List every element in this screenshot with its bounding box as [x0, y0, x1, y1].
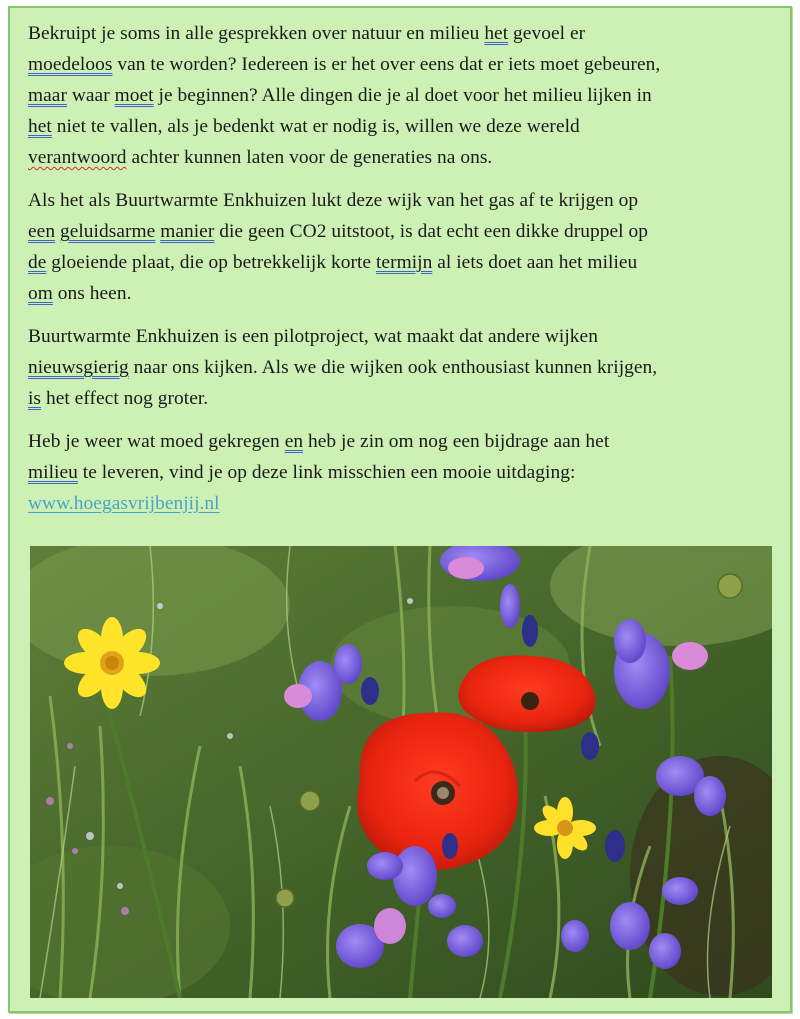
grammar-marked-word: maar	[28, 85, 67, 106]
paragraph	[28, 426, 780, 519]
grammar-marked-word: de	[28, 252, 47, 273]
grammar-marked-word: nieuwsgierig	[28, 357, 129, 378]
text-run: Bekruipt je soms in alle gesprekken over natuur en milieu	[28, 23, 485, 44]
text-run: heb je zin om nog een bijdrage aan het	[303, 431, 610, 452]
text-run: het effect nog groter.	[41, 388, 209, 409]
text-run: je beginnen? Alle dingen die je al doet voor het milieu lijken in	[153, 85, 652, 106]
text-run: Buurtwarmte Enkhuizen is een pilotproject, wat maakt dat andere wijken	[28, 326, 598, 347]
grammar-marked-word: en	[284, 431, 304, 452]
grammar-marked-word: milieu	[28, 462, 78, 483]
grammar-marked-word: om	[28, 283, 53, 304]
text-run: gloeiende plaat, die op betrekkelijk korte	[46, 252, 376, 273]
text-run: achter kunnen laten voor de generaties na ons.	[126, 147, 493, 168]
text-run: ons heen.	[52, 283, 132, 304]
spelling-marked-word: verantwoord	[28, 147, 127, 168]
text-run: naar ons kijken. Als we die wijken ook enthousiast kunnen krijgen,	[128, 357, 658, 378]
grammar-marked-word: termijn	[375, 252, 433, 273]
grammar-marked-word: moet	[114, 85, 154, 106]
grammar-marked-word: geluidsarme	[59, 221, 156, 242]
grammar-marked-word: het	[484, 23, 509, 44]
text-run: al iets doet aan het milieu	[432, 252, 638, 273]
text-run: Als het als Buurtwarmte Enkhuizen lukt deze wijk van het gas af te krijgen op	[28, 190, 639, 211]
grammar-marked-word: is	[28, 388, 42, 409]
wildflower-meadow-photo	[30, 546, 772, 998]
paragraph	[28, 321, 780, 414]
grammar-marked-word: manier	[160, 221, 215, 242]
text-run: niet te vallen, als je bedenkt wat er nodig is, willen we deze wereld	[51, 116, 580, 137]
website-link[interactable]: www.hoegasvrijbenjij.nl	[28, 493, 220, 514]
paragraph	[28, 185, 780, 309]
document-page	[8, 6, 792, 1013]
grammar-marked-word: een	[28, 221, 56, 242]
text-run: die geen CO2 uitstoot, is dat echt een dikke druppel op	[214, 221, 648, 242]
grammar-marked-word: moedeloos	[28, 54, 113, 75]
text-run: waar	[66, 85, 115, 106]
text-run: gevoel er	[508, 23, 586, 44]
text-run: te leveren, vind je op deze link misschien een mooie uitdaging:	[77, 462, 576, 483]
body-text	[28, 18, 780, 531]
text-run: van te worden? Iedereen is er het over eens dat er iets moet gebeuren,	[112, 54, 661, 75]
grammar-marked-word: het	[28, 116, 52, 137]
text-run: Heb je weer wat moed gekregen	[28, 431, 285, 452]
paragraph	[28, 18, 780, 173]
